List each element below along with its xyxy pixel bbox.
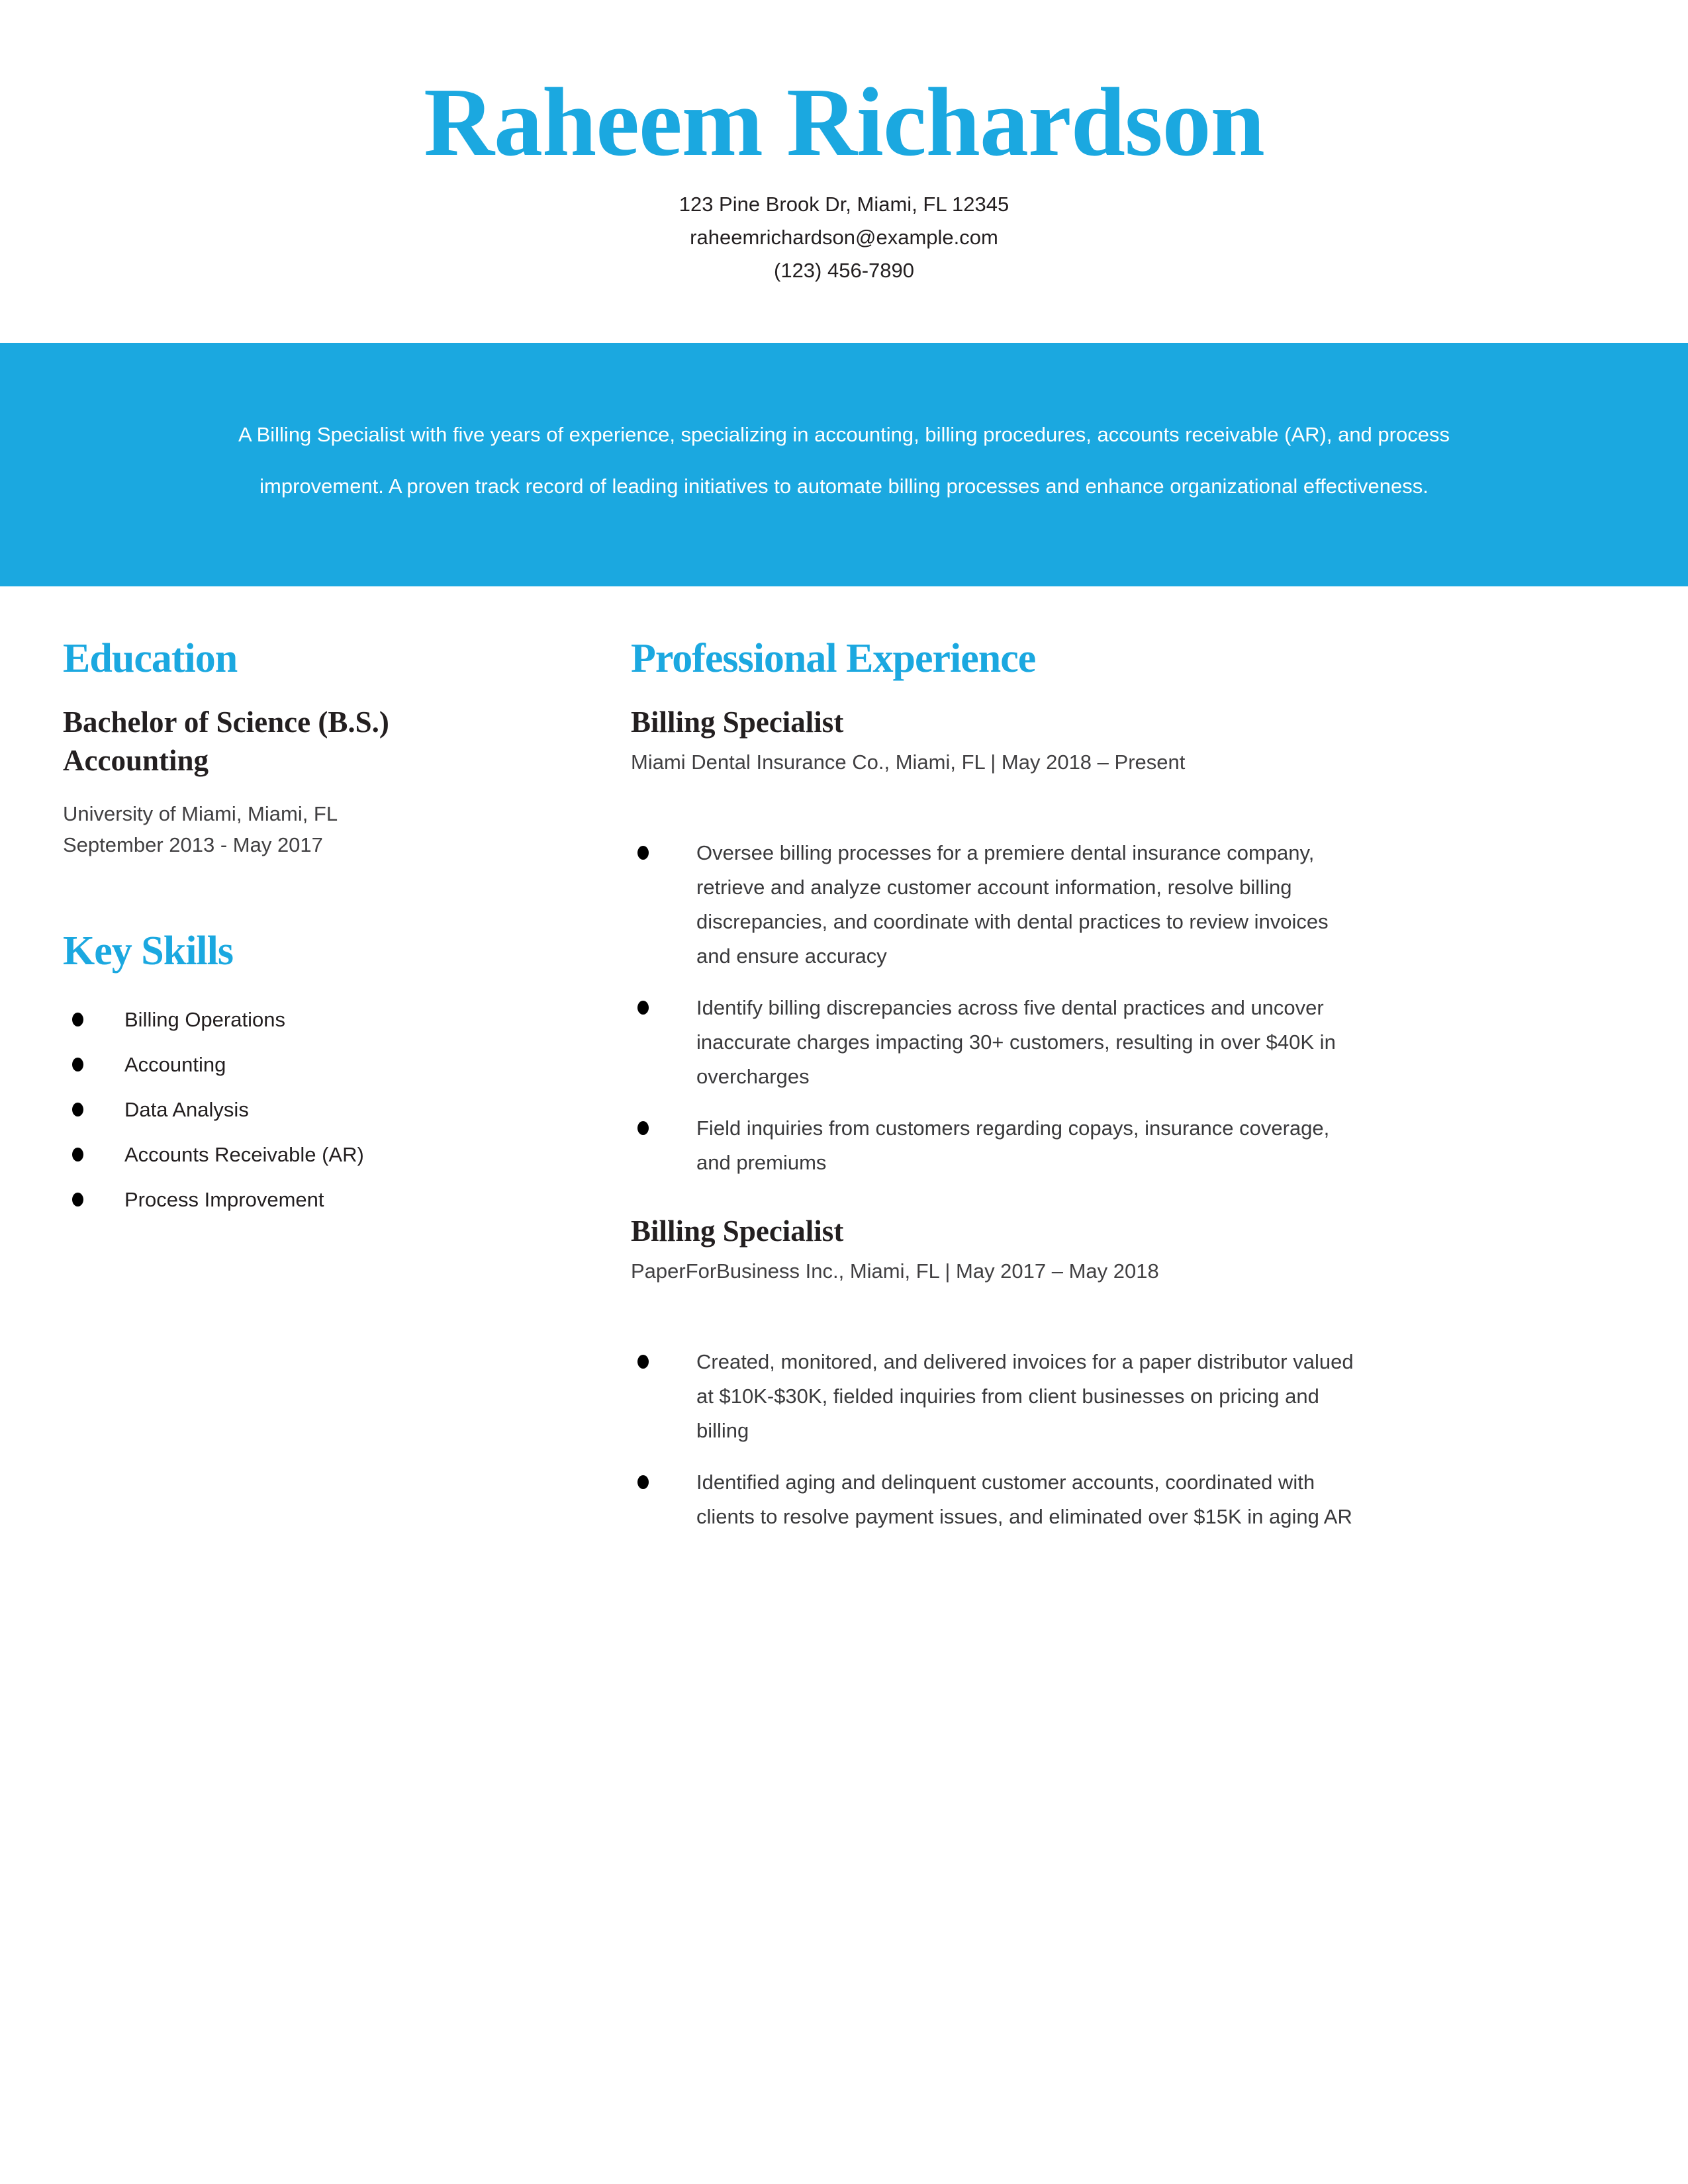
bullet-icon xyxy=(637,846,649,860)
candidate-name: Raheem Richardson xyxy=(424,68,1264,177)
job-bullet xyxy=(637,1465,1625,1534)
job-bullet-text: Created, monitored, and delivered invoices for a paper distributor valued at $10K-$30K, fielded inquiries from client businesses on pricing and billing xyxy=(696,1350,1354,1443)
skill-label: Data Analysis xyxy=(124,1098,249,1122)
section-heading-professional-experience: Professional Experience xyxy=(631,636,1036,682)
degree-line2: Accounting xyxy=(63,744,209,778)
resume-body xyxy=(0,634,1688,1534)
degree-line1: Bachelor of Science (B.S.) xyxy=(63,705,389,739)
bullet-icon xyxy=(72,1013,83,1026)
skill-label: Accounts Receivable (AR) xyxy=(124,1143,364,1167)
bullet-icon xyxy=(637,1001,649,1015)
job-bullet-text: Identify billing discrepancies across five dental practices and uncover inaccurate charges impacting 30+ customers, resulting in over $40K in overcharges xyxy=(696,996,1336,1089)
bullet-icon xyxy=(72,1193,83,1206)
skill-item xyxy=(72,1052,581,1078)
skill-label: Process Improvement xyxy=(124,1188,324,1212)
education-degree xyxy=(63,703,581,780)
bullet-icon xyxy=(637,1355,649,1369)
job-entry xyxy=(631,1212,1625,1534)
job-entry xyxy=(631,703,1625,1180)
job-bullet-list xyxy=(631,1345,1625,1534)
contact-block xyxy=(0,188,1688,287)
section-heading-key-skills: Key Skills xyxy=(63,929,234,974)
job-bullet-list xyxy=(631,836,1625,1180)
left-column xyxy=(63,634,581,1534)
skill-item xyxy=(72,1187,581,1213)
education-dates: September 2013 - May 2017 xyxy=(63,833,323,857)
job-bullet xyxy=(637,991,1625,1094)
right-column xyxy=(631,634,1625,1534)
contact-phone: (123) 456-7890 xyxy=(774,259,914,283)
job-title: Billing Specialist xyxy=(631,1214,844,1248)
skill-item xyxy=(72,1142,581,1168)
skill-item xyxy=(72,1007,581,1033)
job-title: Billing Specialist xyxy=(631,705,844,739)
bullet-icon xyxy=(72,1058,83,1071)
job-bullet xyxy=(637,836,1625,974)
skills-list xyxy=(63,1007,581,1213)
summary-band xyxy=(0,343,1688,586)
bullet-icon xyxy=(637,1121,649,1135)
skill-label: Accounting xyxy=(124,1053,226,1077)
job-bullet-text: Field inquiries from customers regarding copays, insurance coverage, and premiums xyxy=(696,1116,1330,1175)
job-company-dates: Miami Dental Insurance Co., Miami, FL | May 2018 – Present xyxy=(631,751,1186,774)
section-heading-education: Education xyxy=(63,636,238,682)
contact-email: raheemrichardson@example.com xyxy=(690,226,998,250)
bullet-icon xyxy=(72,1148,83,1161)
job-bullet-text: Oversee billing processes for a premiere dental insurance company, retrieve and analyze customer account information, resolve billing discrepancies, and coordinate with dental practices to review invoices and ensure accuracy xyxy=(696,841,1329,968)
bullet-icon xyxy=(637,1475,649,1489)
job-bullet-text: Identified aging and delinquent customer accounts, coordinated with clients to resolve payment issues, and eliminated over $15K in aging AR xyxy=(696,1471,1352,1529)
summary-text: A Billing Specialist with five years of experience, specializing in accounting, billing procedures, accounts receivable (AR), and process improvement. A proven track record of leading initiatives to automate billing processes and enhance organizational effectiveness. xyxy=(238,423,1450,498)
skill-label: Billing Operations xyxy=(124,1008,285,1032)
contact-address: 123 Pine Brook Dr, Miami, FL 12345 xyxy=(679,193,1009,216)
job-bullet xyxy=(637,1111,1625,1180)
resume-header xyxy=(0,0,1688,287)
job-company-dates: PaperForBusiness Inc., Miami, FL | May 2017 – May 2018 xyxy=(631,1259,1159,1283)
job-bullet xyxy=(637,1345,1625,1448)
bullet-icon xyxy=(72,1103,83,1116)
education-details xyxy=(63,798,581,860)
education-school: University of Miami, Miami, FL xyxy=(63,802,338,826)
skill-item xyxy=(72,1097,581,1123)
